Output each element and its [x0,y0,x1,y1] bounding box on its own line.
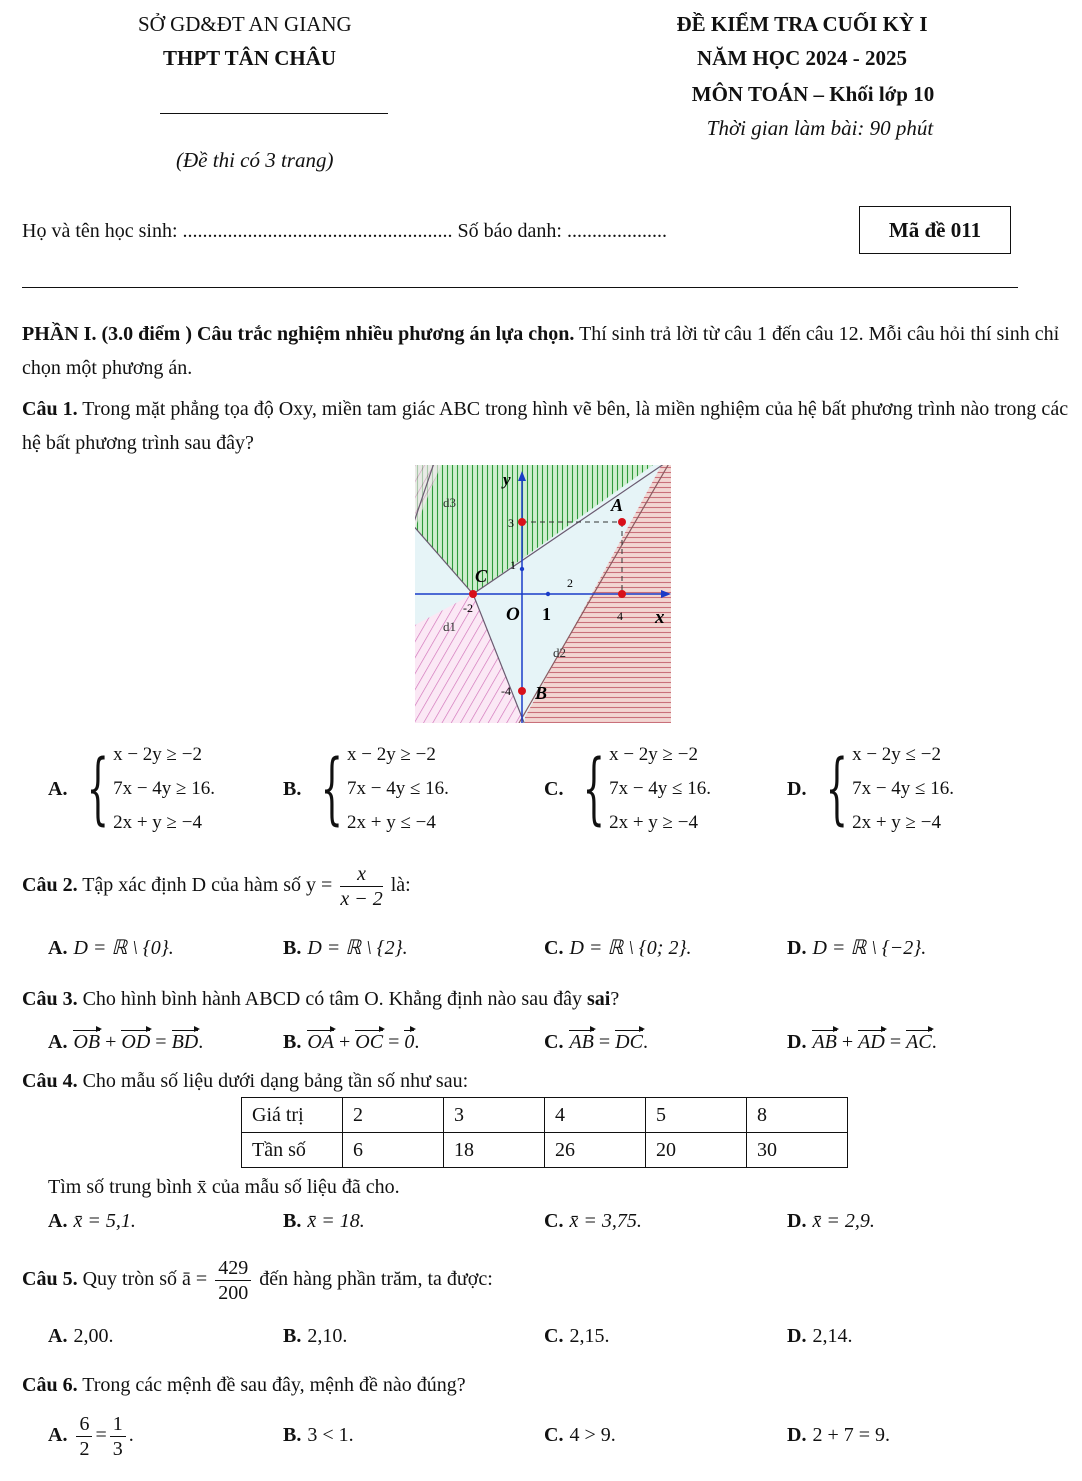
point-a [618,518,626,526]
question-4-label: Câu 4. [22,1070,78,1092]
ineq-line-3: 2x + y ≥ −4 [852,812,941,833]
label-x: x [655,607,665,628]
option-label: A. [48,937,68,959]
fraction-numerator: x [340,862,382,887]
exam-title: ĐỀ KIỂM TRA CUỐI KỲ I [676,12,928,36]
q2-option-a[interactable] [48,935,174,960]
q4-option-d[interactable] [787,1210,875,1233]
q6-option-b[interactable] [283,1424,354,1447]
operator: = [388,1031,400,1053]
period: . [931,1031,937,1053]
operator: = [95,1424,107,1447]
question-5-label: Câu 5. [22,1268,78,1291]
vector: AB [812,1031,837,1053]
zero-vector: 0 [404,1031,415,1053]
option-label: A. [48,1424,68,1447]
label-tick-minus2: -2 [463,601,473,615]
vector: OA [307,1031,335,1053]
vector: AB [569,1031,594,1053]
fraction-denominator: 200 [218,1282,249,1304]
option-label: B. [283,1031,302,1053]
school-department: SỞ GD&ĐT AN GIANG [138,12,352,36]
ineq-line-2: 7x − 4y ≤ 16. [852,778,954,799]
q3-option-d[interactable] [787,1030,937,1054]
option-label: C. [544,1210,564,1232]
ineq-line-3: 2x + y ≤ −4 [346,812,436,833]
vector: OD [121,1031,151,1053]
q1-option-a[interactable] [48,738,215,840]
q1-option-c[interactable] [544,738,711,840]
inequality-system [113,738,215,840]
table-cell: 26 [545,1133,646,1168]
period: . [128,1424,134,1447]
fraction-numerator: 1 [110,1412,126,1437]
q3-option-a[interactable] [48,1030,203,1054]
ineq-line-3: 2x + y ≥ −4 [609,812,698,833]
option-label: D. [787,1031,807,1053]
exam-duration: Thời gian làm bài: 90 phút [706,116,934,140]
option-label: B. [283,1210,302,1232]
option-text: 2 + 7 = 9. [812,1424,891,1446]
option-label: B. [283,777,302,800]
option-text: D = ℝ \ {−2}. [812,937,927,959]
question-2-text: Tập xác định D của hàm số y = [77,874,333,897]
option-text: D = ℝ \ {2}. [307,937,408,959]
inequality-system [852,738,954,840]
vector: AD [858,1031,885,1053]
q4-option-c[interactable] [544,1210,642,1233]
point-b [518,687,526,695]
q5-option-d[interactable] [787,1325,852,1348]
operator: + [339,1031,351,1053]
option-text: D = ℝ \ {0; 2}. [569,937,692,959]
tick-x1 [546,592,550,596]
q3-option-b[interactable] [283,1030,419,1054]
operator: = [155,1031,167,1053]
exam-code-box: Mã đề 011 [859,206,1011,254]
point-x4 [618,590,626,598]
option-text: 2,15. [569,1325,610,1347]
part1-title: PHẦN I. (3.0 điểm ) Câu trắc nghiệm nhiều phương án lựa chọn. [22,323,575,345]
option-label: C. [544,1325,564,1347]
table-cell: 20 [646,1133,747,1168]
label-a: A [611,495,624,515]
question-1-text: Trong mặt phẳng tọa độ Oxy, miền tam giác ABC trong hình vẽ bên, là miền nghiệm của hệ bất phương trình nào trong các hệ bất phương trình sau đây? [22,398,1069,454]
student-name-field[interactable]: ...................................................... [182,220,453,242]
q6-option-a[interactable] [48,1412,134,1461]
option-label: C. [544,1424,564,1446]
q5-option-a[interactable] [48,1325,113,1348]
option-label: B. [283,1325,302,1347]
part1-instructions [22,317,1072,385]
table-cell: 8 [747,1098,848,1133]
student-id-field[interactable]: .................... [566,220,667,242]
fraction-denominator: x − 2 [340,888,383,910]
option-label: D. [787,1210,807,1232]
option-label: C. [544,937,564,959]
label-tick-1x: 1 [542,604,551,624]
question-2 [22,862,411,911]
tick-y1 [520,567,524,571]
option-text: 4 > 9. [569,1424,616,1446]
question-4-subtext: Tìm số trung bình x̄ của mẫu số liệu đã cho. [48,1176,400,1198]
vector: DC [615,1031,643,1053]
label-d2: d2 [553,645,566,660]
period: . [642,1031,648,1053]
vector: OB [73,1031,101,1053]
fraction [340,862,382,911]
option-label: D. [787,1424,807,1446]
question-2-label: Câu 2. [22,874,78,897]
q6-option-d[interactable] [787,1424,890,1447]
question-4 [22,1064,468,1098]
question-3 [22,982,619,1016]
q3-option-c[interactable] [544,1030,648,1054]
table-cell: 5 [646,1098,747,1133]
question-6-label: Câu 6. [22,1374,78,1396]
question-5 [22,1256,493,1305]
label-tick-1y: 1 [510,558,516,572]
option-label: D. [787,1325,807,1347]
label-y: y [503,470,511,489]
fraction [215,1256,251,1305]
part1-description: Thí sinh trả lời từ câu 1 đến câu 12. Mỗi câu hỏi thí sinh chỉ chọn một phương án. [22,323,1060,379]
q2-option-c[interactable] [544,935,691,960]
question-3-emphasis: sai [586,988,611,1010]
label-tick-minus4: -4 [501,684,511,698]
separator-line [22,287,1018,288]
question-5-text-end: đến hàng phần trăm, ta được: [254,1268,493,1291]
option-text: x̄ = 2,9. [812,1210,875,1232]
page-count-note: (Đề thi có 3 trang) [176,148,334,172]
table-cell: 6 [343,1133,444,1168]
q1-option-b[interactable] [283,738,449,840]
inequality-system [347,738,449,840]
brace-icon: { [87,744,110,834]
header-underline [160,113,388,114]
option-label: C. [544,1031,564,1053]
option-label: D. [787,777,807,800]
question-2-text-end: là: [385,874,411,897]
ineq-line-1: x − 2y ≥ −2 [113,744,202,765]
question-6 [22,1368,466,1402]
label-b: B [535,683,548,703]
q2-option-d[interactable] [787,935,926,960]
option-text: D = ℝ \ {0}. [73,937,174,959]
ineq-line-1: x − 2y ≥ −2 [609,744,698,765]
fraction-numerator: 429 [215,1256,251,1281]
question-6-text: Trong các mệnh đề sau đây, mệnh đề nào đúng? [77,1374,466,1396]
option-label: C. [544,777,564,800]
fraction-numerator: 6 [76,1412,92,1437]
vector: BD [171,1031,199,1053]
q5-option-b[interactable] [283,1325,347,1348]
point-y3 [518,518,526,526]
label-d3: d3 [443,495,456,510]
operator: + [105,1031,117,1053]
solution-region-graph [415,465,671,723]
question-3-label: Câu 3. [22,988,78,1010]
option-text: 2,00. [73,1325,114,1347]
operator: + [841,1031,854,1053]
q4-option-b[interactable] [283,1210,365,1233]
option-label: A. [48,1325,68,1347]
option-label: A. [48,1210,68,1232]
ineq-line-3: 2x + y ≥ −4 [113,812,202,833]
student-id-label: Số báo danh: [452,220,567,242]
option-label: B. [283,1424,302,1446]
label-d1: d1 [443,619,456,634]
label-c: C [475,566,488,586]
student-name-label: Họ và tên học sinh: [22,220,183,242]
table-row [242,1133,848,1168]
period: . [198,1031,204,1053]
q2-option-b[interactable] [283,935,408,960]
option-label: D. [787,937,807,959]
school-name: THPT TÂN CHÂU [163,46,337,70]
question-5-text: Quy tròn số ā = [77,1268,208,1291]
option-label: A. [48,777,68,800]
label-o: O [506,604,520,625]
question-3-text-end: ? [610,988,620,1010]
option-text: x̄ = 5,1. [73,1210,136,1232]
vector: OC [355,1031,384,1053]
label-tick-4x: 4 [617,609,623,623]
table-cell: 18 [444,1133,545,1168]
fraction [76,1412,92,1461]
question-4-text: Cho mẫu số liệu dưới dạng bảng tần số như sau: [77,1070,469,1092]
ineq-line-1: x − 2y ≤ −2 [852,744,941,765]
ineq-line-2: 7x − 4y ≤ 16. [346,778,449,799]
option-text: 3 < 1. [307,1424,354,1446]
label-tick-2y: 2 [567,576,573,590]
label-tick-3: 3 [508,516,514,530]
fraction [110,1412,126,1461]
table-cell: 4 [545,1098,646,1133]
table-cell: Giá trị [242,1098,343,1133]
table-cell: 30 [747,1133,848,1168]
point-c [469,590,477,598]
option-text: 2,10. [307,1325,348,1347]
period: . [414,1031,420,1053]
table-cell: Tần số [242,1133,343,1168]
option-text: 2,14. [812,1325,853,1347]
operator: = [598,1031,611,1053]
table-cell: 2 [343,1098,444,1133]
fraction-denominator: 2 [79,1438,90,1460]
vector: AC [906,1031,932,1053]
frequency-table [241,1097,848,1168]
option-label: A. [48,1031,68,1053]
operator: = [889,1031,902,1053]
student-info-line [22,214,667,248]
option-text: x̄ = 18. [307,1210,365,1232]
fraction-denominator: 3 [112,1438,123,1460]
q6-option-c[interactable] [544,1424,616,1447]
ineq-line-2: 7x − 4y ≥ 16. [113,778,215,799]
question-3-text: Cho hình bình hành ABCD có tâm O. Khẳng định nào sau đây [77,988,587,1010]
subject: MÔN TOÁN – Khối lớp 10 [691,82,935,106]
q1-option-d[interactable] [787,738,954,840]
table-row [242,1098,848,1133]
option-label: B. [283,937,302,959]
brace-icon: { [826,744,849,834]
brace-icon: { [583,744,606,834]
question-1 [22,392,1072,460]
ineq-line-1: x − 2y ≥ −2 [346,744,436,765]
question-1-label: Câu 1. [22,398,78,420]
brace-icon: { [320,744,344,834]
table-cell: 3 [444,1098,545,1133]
ineq-line-2: 7x − 4y ≤ 16. [609,778,711,799]
option-text: x̄ = 3,75. [569,1210,642,1232]
school-year: NĂM HỌC 2024 - 2025 [697,46,907,70]
inequality-system [609,738,711,840]
q4-option-a[interactable] [48,1210,136,1233]
q5-option-c[interactable] [544,1325,609,1348]
